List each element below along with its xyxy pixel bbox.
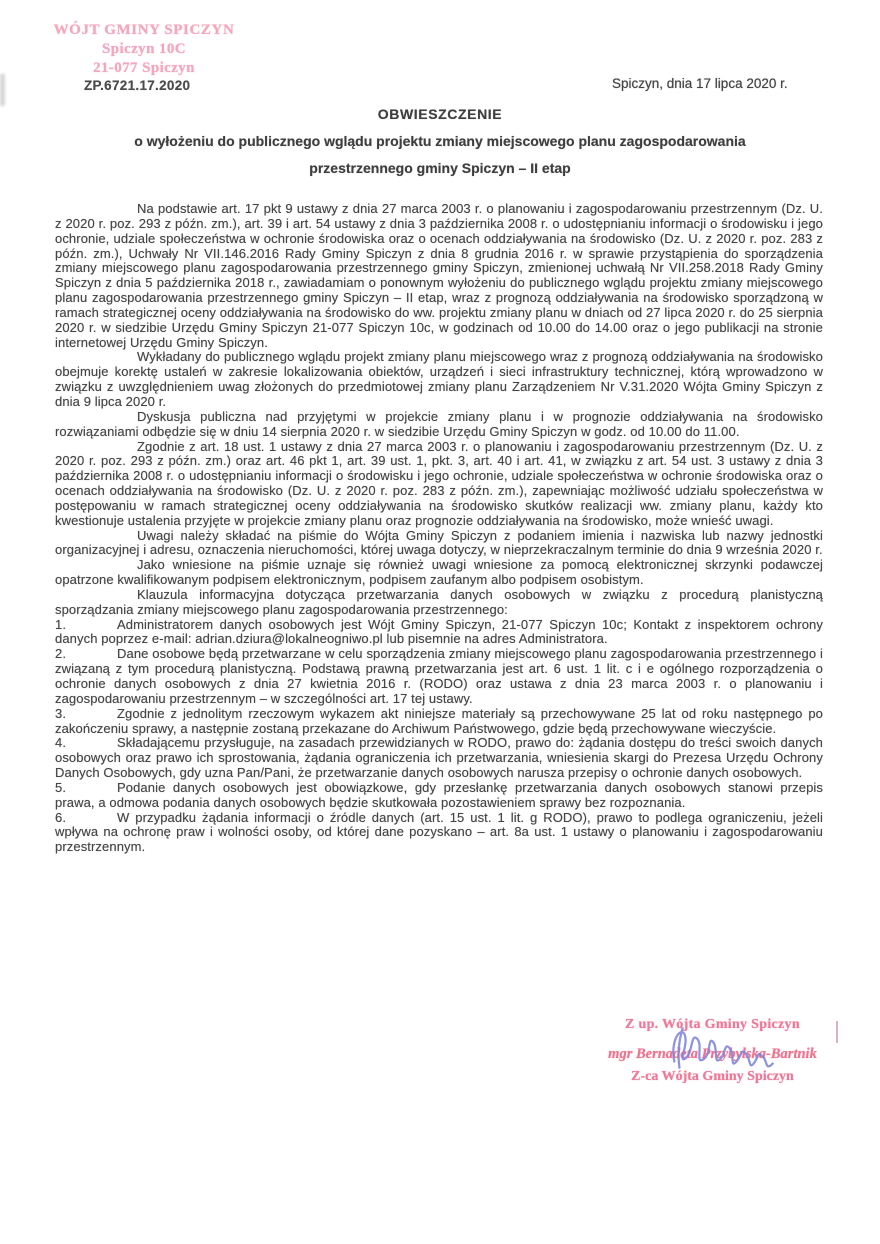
item-number: 1. (55, 616, 67, 632)
paragraph: Jako wniesione na piśmie uznaje się również uwagi wniesione za pomocą elektronicznej skrzynki podawczej opatrzone kwalifikowanym podpisem elektronicznym, podpisem zaufanym albo podpisem osobistym. (55, 557, 823, 588)
sender-stamp-address: Spiczyn 10C (102, 41, 186, 57)
notice-title: OBWIESZCZENIE (377, 106, 503, 122)
numbered-item: 3. Zgodnie z jednolitym rzeczowym wykazem akt niniejsze materiały są przechowywane 25 lat od roku następnego po zakończeniu sprawy, a następnie zostaną przekazane do Archiwum Państwowego, gdzie będą przechowywane wieczyście. (55, 705, 823, 736)
paragraph: Wykładany do publicznego wglądu projekt zmiany planu miejscowego wraz z prognozą oddziaływania na środowisko obejmuje korektę ustaleń w zakresie lokalizowania obiektów, urządzeń i sieci infrastruktury technicznej, którą wprowadzono w związku z uwzględnieniem uwag złożonych do przedmiotowej zmiany planu Zarządzeniem Nr V.31.2020 Wójta Gminy Spiczyn z dnia 9 lipca 2020 r. (55, 349, 823, 409)
numbered-item: 2. Dane osobowe będą przetwarzane w celu sporządzenia zmiany miejscowego planu zagospodarowania przestrzennego i związaną z tym procedurą planistyczną. Podstawą prawną przetwarzania jest art. 6 ust. 1 lit. c i e ogólnego rozporządzenia o ochronie danych osobowych z dnia 27 kwietnia 2016 r. (RODO) oraz ustawa z dnia 23 marca 2003 r. o planowaniu i zagospodarowaniu przestrzennym – w szczególności art. 17 tej ustawy. (55, 646, 823, 706)
handwritten-signature-ink (666, 1022, 780, 1074)
numbered-item: 5. Podanie danych osobowych jest obowiązkowe, gdy przesłankę przetwarzania danych osobowych stanowi przepis prawa, a odmowa podania danych osobowych będzie skutkowała pozostawieniem sprawy bez rozpoznania. (55, 779, 823, 810)
item-number: 4. (55, 735, 67, 751)
notice-subtitle-line2: przestrzennego gminy Spiczyn – II etap (309, 160, 571, 176)
document-heading (0, 106, 880, 176)
sender-stamp (44, 20, 244, 78)
numbered-item: 6. W przypadku żądania informacji o źródle danych (art. 15 ust. 1 lit. g RODO), prawo to podlega ograniczeniu, jeżeli wpływa na ochronę praw i wolności osoby, od której dane pozyskano – art. 8a ust. 1 ustawy o planowaniu i zagospodarowaniu przestrzennym. (55, 809, 823, 855)
item-number: 3. (55, 705, 67, 721)
date-line: Spiczyn, dnia 17 lipca 2020 r. (612, 76, 788, 91)
sender-stamp-authority: WÓJT GMINY SPICZYN (53, 22, 235, 38)
scan-artifact-right-mark (836, 1021, 838, 1043)
paragraph: Na podstawie art. 17 pkt 9 ustawy z dnia 27 marca 2003 r. o planowaniu i zagospodarowaniu przestrzennym (Dz. U. z 2020 r. poz. 293 z późn. zm.), art. 39 i art. 54 ustawy z dnia 3 października 2008 r. o udostępnianiu informacji o środowisku i jego ochronie, udziale społeczeństwa w ochronie środowiska oraz o ocenach oddziaływania na środowisko (Dz. U. z 2020 r. poz. 283 z późn. zm.), Uchwały Nr VII.146.2016 Rady Gminy Spiczyn z dnia 8 grudnia 2016 r. w sprawie przystąpienia do sporządzenia zmiany miejscowego planu zagospodarowania przestrzennego gminy Spiczyn, zmienionej uchwałą Nr VII.258.2018 Rady Gminy Spiczyn z dnia 5 października 2018 r., zawiadamiam o ponownym wyłożeniu do publicznego wglądu projektu zmiany miejscowego planu zagospodarowania przestrzennego gminy Spiczyn – II etap, wraz z prognozą oddziaływania na środowisko sporządzoną w ramach strategicznej oceny oddziaływania na środowisko do ww. projektu zmiany planu w dniach od 27 lipca 2020 r. do 25 sierpnia 2020 r. w siedzibie Urzędu Gminy Spiczyn 21-077 Spiczyn 10c, w godzinach od 10.00 do 14.00 oraz o jego publikacji na stronie internetowej Urzędu Gminy Spiczyn. (55, 201, 823, 350)
scan-artifact-left-edge (0, 74, 5, 106)
item-number: 2. (55, 646, 67, 662)
numbered-item: 1. Administratorem danych osobowych jest Wójt Gminy Spiczyn, 21-077 Spiczyn 10c; Kontakt z inspektorem ochrony danych poprzez e-mail: adrian.dziura@lokalneogniwo.pl lub pisemnie na adres Administratora. (55, 616, 823, 647)
item-number: 6. (55, 809, 67, 825)
notice-subtitle-line1: o wyłożeniu do publicznego wglądu projektu zmiany miejscowego planu zagospodarowania (134, 133, 746, 149)
reference-number: ZP.6721.17.2020 (84, 78, 191, 93)
item-number: 5. (55, 779, 67, 795)
paragraph: Klauzula informacyjna dotycząca przetwarzania danych osobowych w związku z procedurą planistyczną sporządzania zmiany miejscowego planu zagospodarowania przestrzennego: (55, 586, 823, 617)
signature-name: mgr Bernadeta Przybylska-Bartnik (608, 1046, 817, 1062)
paragraph: Dyskusja publiczna nad przyjętymi w projekcie zmiany planu i w prognozie oddziaływania na środowisko rozwiązaniami odbędzie się w dniu 14 sierpnia 2020 r. w siedzibie Urzędu Gminy Spiczyn w godz. od 10.00 do 11.00. (55, 408, 823, 439)
signature-position: Z-ca Wójta Gminy Spiczyn (631, 1069, 794, 1084)
document-body (55, 202, 823, 855)
paragraph: Zgodnie z art. 18 ust. 1 ustawy z dnia 27 marca 2003 r. o planowaniu i zagospodarowaniu przestrzennym (Dz. U. z 2020 r. poz. 293 z późn. zm.) oraz art. 46 pkt 1, art. 39 ust. 1, pkt. 3, art. 40 i art. 41, w związku z art. 54 ust. 3 ustawy z dnia 3 października 2008 r. o udostępnianiu informacji o środowisku i jego ochronie, udziale społeczeństwa w ochronie środowiska oraz o ocenach oddziaływania na środowisko (Dz. U. z 2020 r. poz. 283 z późn. zm.), zapewniając możliwość udziału społeczeństwa w postępowaniu w ramach strategicznej oceny oddziaływania na środowisko skutków realizacji ww. zmiany planu, każdy kto kwestionuje ustalenia przyjęte w projekcie zmiany planu oraz prognozie oddziaływania na środowisko, może wnieść uwagi. (55, 438, 823, 528)
numbered-item: 4. Składającemu przysługuje, na zasadach przewidzianych w RODO, prawo do: żądania dostępu do treści swoich danych osobowych oraz prawo ich sprostowania, żądania ograniczenia ich przetwarzania, wniesienia skargi do Prezesa Urzędu Ochrony Danych Osobowych, gdy uzna Pan/Pani, że przetwarzanie danych osobowych narusza przepisy o ochronie danych osobowych. (55, 735, 823, 781)
signature-authorization: Z up. Wójta Gminy Spiczyn (625, 1017, 800, 1032)
paragraph: Uwagi należy składać na piśmie do Wójta Gminy Spiczyn z podaniem imienia i nazwiska lub nazwy jednostki organizacyjnej i adresu, oznaczenia nieruchomości, której uwaga dotyczy, w nieprzekraczalnym terminie do dnia 9 września 2020 r. (55, 527, 823, 558)
sender-stamp-postal: 21-077 Spiczyn (93, 60, 195, 76)
